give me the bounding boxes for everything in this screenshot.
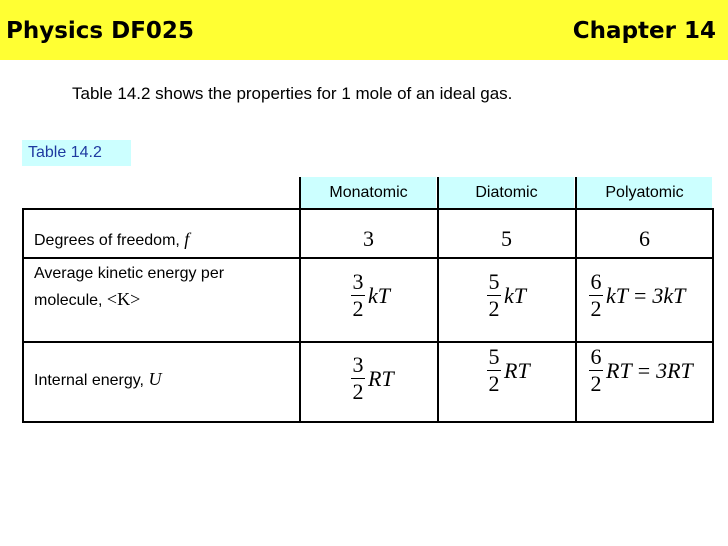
intro-text: Table 14.2 shows the properties for 1 mole of an ideal gas. — [72, 84, 513, 103]
fraction-denominator: 2 — [590, 296, 602, 321]
row-label-internal-energy — [34, 368, 161, 392]
table-cell — [351, 353, 394, 404]
table-divider — [22, 208, 24, 423]
row-label-degrees-of-freedom — [34, 228, 189, 252]
table-divider — [22, 257, 714, 259]
table-cell — [351, 270, 390, 321]
expression: kT — [368, 282, 390, 308]
fraction-denominator: 2 — [488, 371, 500, 396]
table-divider — [22, 208, 714, 210]
fraction-denominator: 2 — [590, 371, 602, 396]
column-header-diatomic: Diatomic — [439, 177, 574, 208]
expression: RT — [504, 357, 530, 383]
row-label-text: Internal energy, — [34, 372, 149, 389]
row-symbol: <K> — [106, 289, 141, 309]
expression: 3RT — [656, 357, 693, 383]
column-header-monatomic: Monatomic — [301, 177, 436, 208]
row-symbol: U — [148, 369, 162, 389]
fraction-numerator: 6 — [590, 269, 602, 294]
expression: kT — [606, 282, 628, 308]
table-divider — [437, 177, 439, 423]
table-divider — [712, 208, 714, 423]
row-label-average-kinetic-energy — [34, 263, 224, 312]
chapter-title: Chapter 14 — [572, 18, 716, 44]
row-label-text: molecule, — [34, 292, 107, 309]
table-cell — [487, 270, 526, 321]
table-cell — [487, 345, 530, 396]
row-label-text: Average kinetic energy per — [34, 265, 225, 282]
fraction-numerator: 5 — [488, 344, 500, 369]
expression: RT — [606, 357, 632, 383]
table-divider — [575, 177, 577, 423]
expression: kT — [504, 282, 526, 308]
table-cell: 3 — [363, 226, 374, 251]
fraction-numerator: 3 — [352, 352, 364, 377]
table-cell: 5 — [501, 226, 512, 251]
table-cell — [589, 345, 693, 396]
slide-header — [0, 0, 728, 60]
table-divider — [22, 421, 714, 423]
course-title: Physics DF025 — [6, 18, 194, 44]
table-divider — [22, 341, 714, 343]
row-label-text: Degrees of freedom, — [34, 232, 185, 249]
row-symbol: f — [184, 229, 190, 249]
table-cell: 6 — [639, 226, 650, 251]
table-divider — [299, 177, 301, 423]
fraction-denominator: 2 — [488, 296, 500, 321]
fraction-numerator: 3 — [352, 269, 364, 294]
expression: RT — [368, 365, 394, 391]
equals-sign: = — [634, 282, 647, 308]
fraction-denominator: 2 — [352, 379, 364, 404]
fraction-numerator: 5 — [488, 269, 500, 294]
fraction-numerator: 6 — [590, 344, 602, 369]
table-cell — [589, 270, 685, 321]
table-caption: Table 14.2 — [22, 140, 131, 166]
fraction-denominator: 2 — [352, 296, 364, 321]
column-header-polyatomic: Polyatomic — [577, 177, 712, 208]
expression: 3kT — [652, 282, 686, 308]
equals-sign: = — [637, 357, 651, 383]
